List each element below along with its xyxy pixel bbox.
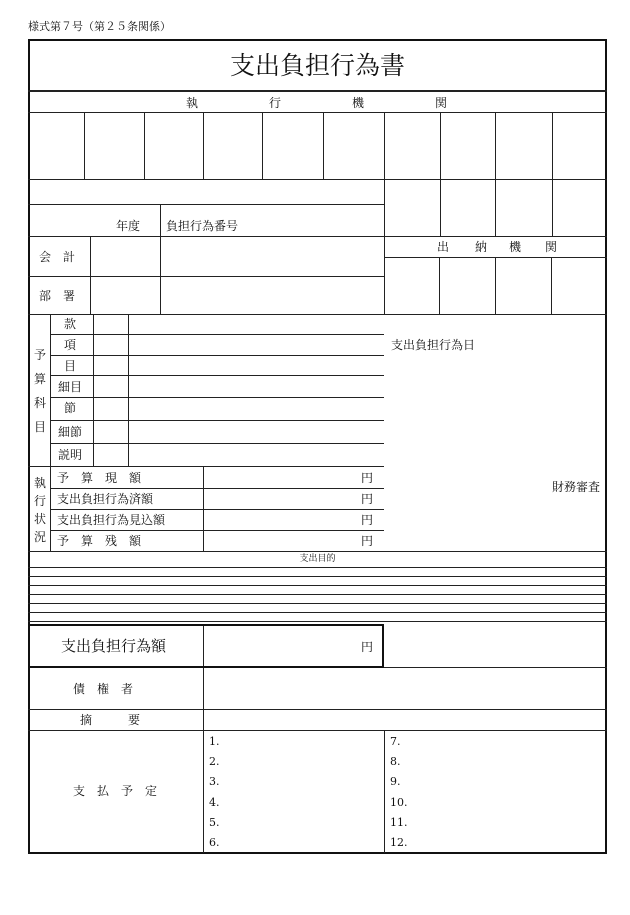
budget-item-label: 節 <box>64 401 77 415</box>
commitment-amount-unit: 円 <box>361 640 374 654</box>
department-label: 部 署 <box>39 289 76 303</box>
payment-slot: 1. <box>209 735 220 748</box>
execution-row-label: 予 算 現 額 <box>57 471 142 485</box>
execution-status-char: 況 <box>34 530 47 544</box>
budget-category-char: 目 <box>34 420 47 434</box>
executing-agency-char: 関 <box>435 96 448 110</box>
execution-row-unit: 円 <box>361 513 374 527</box>
payment-slot: 2. <box>209 755 220 768</box>
execution-status-char: 執 <box>34 476 47 490</box>
execution-row-unit: 円 <box>361 534 374 548</box>
executing-agency-char: 機 <box>352 96 365 110</box>
treasury-agency-char: 関 <box>545 240 558 254</box>
payment-slot: 10. <box>390 796 408 809</box>
purpose-label: 支出目的 <box>299 554 336 564</box>
payment-slot: 3. <box>209 775 220 788</box>
financial-review-label: 財務審査 <box>552 480 601 494</box>
budget-item-label: 項 <box>64 338 77 352</box>
payment-slot: 8. <box>390 755 401 768</box>
budget-category-char: 算 <box>34 372 47 386</box>
budget-item-label: 細節 <box>58 425 83 439</box>
account-label: 会 計 <box>39 250 76 264</box>
payment-slot: 6. <box>209 836 220 849</box>
creditor-label: 債 権 者 <box>73 682 134 696</box>
budget-item-label: 細目 <box>58 380 83 394</box>
form-code: 様式第７号（第２５条関係） <box>28 20 171 33</box>
execution-row-label: 予 算 残 額 <box>57 534 142 548</box>
treasury-agency-char: 納 <box>475 240 488 254</box>
payment-slot: 4. <box>209 796 220 809</box>
payment-slot: 12. <box>390 836 408 849</box>
commitment-date-label: 支出負担行為日 <box>391 338 476 352</box>
summary-label: 摘 要 <box>80 713 141 727</box>
execution-row-label: 支出負担行為済額 <box>57 492 154 506</box>
executing-agency-header <box>28 92 607 113</box>
budget-item-label: 説明 <box>58 448 83 462</box>
fiscal-year-label: 年度 <box>116 219 141 233</box>
payment-slot: 9. <box>390 775 401 788</box>
form-title: 支出負担行為書 <box>229 51 405 80</box>
executing-agency-char: 執 <box>186 96 199 110</box>
execution-row-unit: 円 <box>361 471 374 485</box>
treasury-agency-char: 出 <box>437 240 450 254</box>
execution-status-char: 状 <box>34 512 47 526</box>
budget-item-label: 款 <box>64 317 77 331</box>
execution-status-char: 行 <box>34 494 47 508</box>
executing-agency-char: 行 <box>269 96 282 110</box>
form-frame <box>28 39 607 854</box>
execution-row-unit: 円 <box>361 492 374 506</box>
commitment-number-label: 負担行為番号 <box>166 219 239 233</box>
payment-slot: 7. <box>390 735 401 748</box>
commitment-amount-label: 支出負担行為額 <box>61 637 167 655</box>
budget-category-char: 予 <box>34 348 47 362</box>
budget-item-label: 目 <box>64 359 77 373</box>
execution-row-label: 支出負担行為見込額 <box>57 513 166 527</box>
treasury-agency-char: 機 <box>509 240 522 254</box>
payment-schedule-label: 支 払 予 定 <box>73 784 158 798</box>
payment-slot: 11. <box>390 816 408 829</box>
payment-slot: 5. <box>209 816 220 829</box>
budget-category-char: 科 <box>34 396 47 410</box>
